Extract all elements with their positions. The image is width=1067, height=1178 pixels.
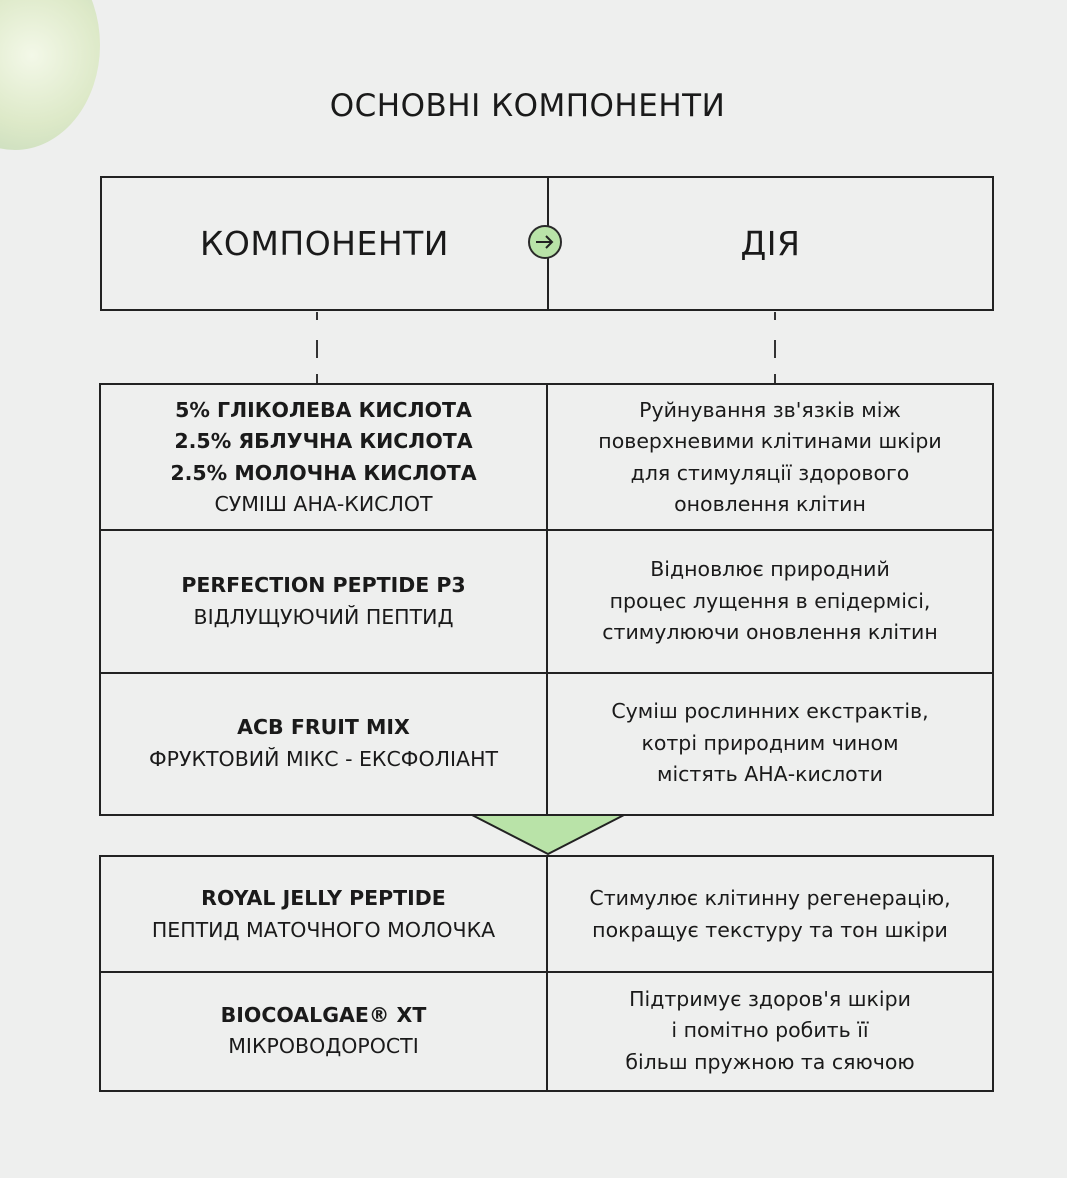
component-description: ФРУКТОВИЙ МІКС - ЕКСФОЛІАНТ	[148, 746, 499, 771]
component-name: ACB FRUIT MIX	[237, 715, 410, 739]
component-description: МІКРОВОДОРОСТІ	[228, 1034, 419, 1058]
header-components: КОМПОНЕНТИ	[200, 224, 449, 263]
component-name: 5% ГЛІКОЛЕВА КИСЛОТА	[175, 397, 472, 422]
component-description: СУМІШ АНА-КИСЛОТ	[214, 492, 433, 516]
action-text: поверхневими клітинами шкіри	[598, 429, 942, 453]
connector-dash	[316, 374, 318, 383]
action-cell	[548, 385, 992, 530]
components-table-2	[99, 855, 994, 1092]
action-text: для стимуляції здорового	[630, 460, 910, 485]
action-cell	[548, 972, 992, 1090]
component-description: ВІДЛУЩУЮЧИЙ ПЕПТИД	[193, 604, 454, 629]
arrow-right-icon	[528, 225, 562, 259]
action-text: покращує текстуру та тон шкіри	[592, 917, 948, 942]
header-action: ДІЯ	[740, 224, 801, 263]
connector-dash	[774, 312, 776, 320]
component-cell	[101, 972, 546, 1090]
component-name: BIOCOALGAE® XT	[220, 1002, 427, 1027]
action-cell	[548, 530, 992, 673]
action-text: процес лущення в епідермісі,	[609, 588, 931, 613]
component-name: 2.5% ЯБЛУЧНА КИСЛОТА	[174, 429, 473, 453]
action-text: більш пружною та сяючою	[625, 1049, 915, 1074]
component-cell	[101, 385, 546, 530]
action-text: оновлення клітин	[674, 492, 866, 516]
component-name: 2.5% МОЛОЧНА КИСЛОТА	[170, 460, 477, 485]
action-text: і помітно робить її	[671, 1018, 869, 1043]
component-cell	[101, 673, 546, 814]
page-title: ОСНОВНІ КОМПОНЕНТИ	[329, 88, 726, 124]
connector-dash	[774, 374, 776, 383]
components-table-1	[99, 383, 994, 816]
connector-dash	[316, 312, 318, 320]
action-cell	[548, 857, 992, 972]
action-text: Суміш рослинних екстрактів,	[611, 699, 929, 724]
component-name: PERFECTION PEPTIDE P3	[181, 573, 466, 597]
action-text: стимулюючи оновлення клітин	[602, 620, 938, 645]
component-description: ПЕПТИД МАТОЧНОГО МОЛОЧКА	[151, 917, 496, 942]
component-cell	[101, 857, 546, 972]
action-text: містять АНА-кислоти	[657, 762, 883, 787]
connector-dash	[774, 340, 776, 358]
decorative-drop	[0, 0, 100, 150]
component-name: ROYAL JELLY PEPTIDE	[201, 886, 446, 910]
action-text: Стимулює клітинну регенерацію,	[589, 886, 951, 910]
action-text: Руйнування зв'язків між	[639, 397, 901, 422]
action-text: Відновлює природний	[650, 557, 890, 582]
connector-dash	[316, 340, 318, 358]
component-cell	[101, 530, 546, 673]
action-cell	[548, 673, 992, 814]
action-text: Підтримує здоров'я шкіри	[629, 986, 911, 1011]
action-text: котрі природним чином	[641, 730, 899, 755]
down-triangle-icon	[470, 814, 626, 856]
